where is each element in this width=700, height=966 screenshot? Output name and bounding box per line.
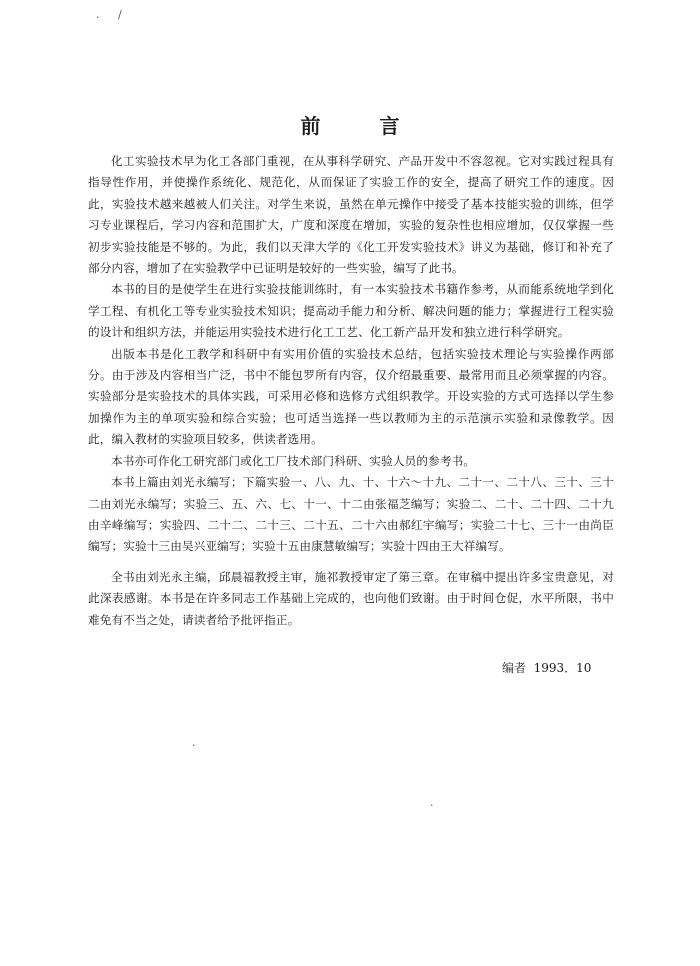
page-title: 前 言 xyxy=(300,114,426,138)
paragraph: 本书上篇由刘光永编写；下篇实验一、八、九、十、十六～十九、二十一、二十八、三十、三十二由刘光永编写；实验三、五、六、七、十一、十二由张福芝编写；实验二、二十、二十四、二十九由辛峰编写；实验四、二十二、二十三、二十五、二十六由郝红宇编写；实验二十七、三十一由尚臣编写；实验十三由吴兴亚编写；实验十五由康慧敏编写；实验十四由王大祥编写。 xyxy=(88,475,614,554)
scan-speck: / xyxy=(118,8,122,21)
signature: 编者 1993．10 xyxy=(502,661,592,675)
preface-body xyxy=(88,151,614,631)
paragraph: 本书的目的是使学生在进行实验技能训练时，有一本实验技术书籍作参考，从而能系统地学到化学工程、有机化工等专业实验技术知识；提高动手能力和分析、解决问题的能力；掌握进行工程实验的设计和组织方法，并能运用实验技术进行化工工艺、化工新产品开发和独立进行科学研究。 xyxy=(88,282,614,340)
scan-speck: · xyxy=(96,11,100,24)
paragraph: 化工实验技术早为化工各部门重视，在从事科学研究、产品开发中不容忽视。它对实践过程具有指导性作用，并使操作系统化、规范化，从而保证了实验工作的安全，提高了研究工作的速度。因此，实验技术越来越被人们关注。对学生来说，虽然在单元操作中接受了基本技能实验的训练，但学习专业课程后，学习内容和范围扩大，广度和深度在增加，实验的复杂性也相应增加，仅仅掌握一些初步实验技能是不够的。为此，我们以天津大学的《化工开发实验技术》讲义为基础，修订和补充了部分内容，增加了在实验教学中已证明是较好的一些实验，编写了此书。 xyxy=(88,154,614,276)
scan-speck: · xyxy=(192,739,196,752)
paragraph: 出版本书是化工教学和科研中有实用价值的实验技术总结，包括实验技术理论与实验操作两部分。由于涉及内容相当广泛，书中不能包罗所有内容，仅介绍最重要、最常用而且必须掌握的内容。实验部分是实验技术的具体实践，可采用必修和选修方式组织教学。开设实验的方式可选择以学生参加操作为主的单项实验和综合实验；也可适当选择一些以教师为主的示范演示实验和录像教学。因此，编入教材的实验项目较多，供读者选用。 xyxy=(88,346,614,447)
paragraph: 全书由刘光永主编，邱晨福教授主审，施祁教授审定了第三章。在审稿中提出许多宝贵意见，对此深表感谢。本书是在许多同志工作基础上完成的，也向他们致谢。由于时间仓促，水平所限，书中难免有不当之处，请读者给予批评指正。 xyxy=(88,569,614,627)
paragraph: 本书亦可作化工研究部门或化工厂技术部门科研、实验人员的参考书。 xyxy=(111,453,476,468)
scan-speck: · xyxy=(430,799,434,812)
